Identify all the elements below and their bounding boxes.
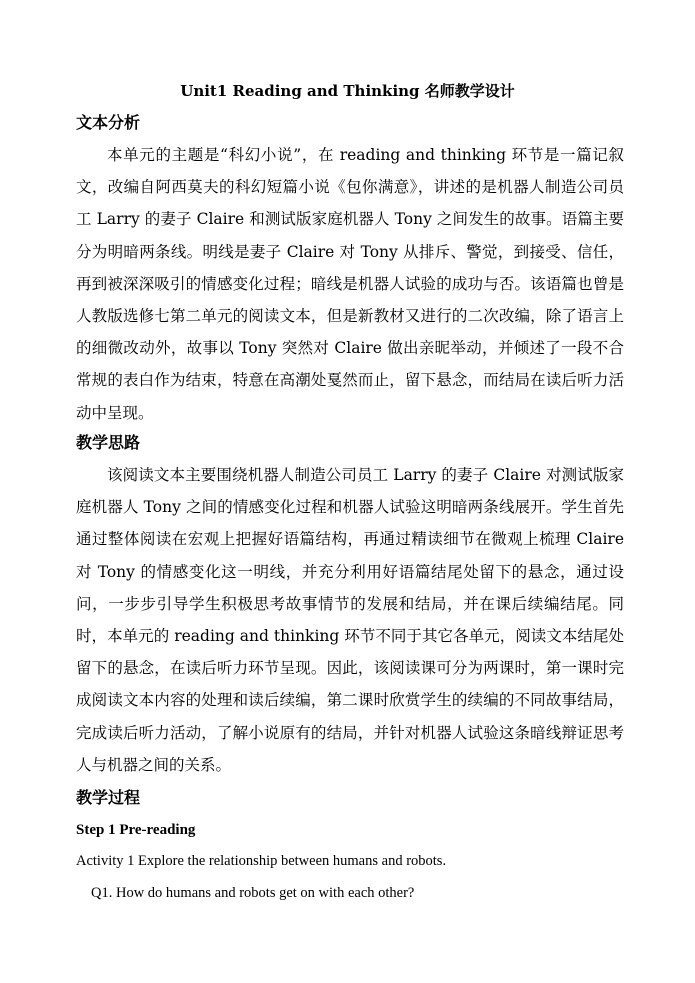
step-heading: Step 1 Pre-reading	[76, 822, 196, 838]
section-heading-teaching-approach: 教学思路	[76, 433, 141, 452]
section-heading-text-analysis: 文本分析	[76, 113, 141, 132]
document-title: Unit1 Reading and Thinking 名师教学设计	[180, 82, 515, 100]
section-heading-teaching-process: 教学过程	[76, 788, 141, 807]
activity-line: Activity 1 Explore the relationship between humans and robots.	[76, 853, 447, 869]
question-line: Q1. How do humans and robots get on with each other?	[91, 885, 415, 901]
paragraph-teaching-approach: 该阅读文本主要围绕机器人制造公司员工 Larry 的妻子 Claire 对测试版家庭机器人 Tony 之间的情感变化过程和机器人试验这明暗两条线展开。学生首先通过整体阅读在宏观上把握好语篇结构，再通过精读细节在微观上梳理 Claire 对 Tony 的情感变化这一明线，并充分利用好语篇结尾处留下的悬念，通过设问，一步步引导学生积极思考故事情节的发展和结局，并在课后续编结尾。同时，本单元的 reading and thinking 环节不同于其它各单元，阅读文本结尾处留下的悬念，在读后听力环节呈现。因此，该阅读课可分为两课时，第一课时完成阅读文本内容的处理和读后续编，第二课时欣赏学生的续编的不同故事结局，完成读后听力活动，了解小说原有的结局，并针对机器人试验这条暗线辩证思考人与机器之间的关系。	[76, 466, 624, 774]
paragraph-text-analysis: 本单元的主题是“科幻小说”，在 reading and thinking 环节是一篇记叙文，改编自阿西莫夫的科幻短篇小说《包你满意》，讲述的是机器人制造公司员工 Larry 的妻子 Claire 和测试版家庭机器人 Tony 之间发生的故事。语篇主要分为明暗两条线。明线是妻子 Claire 对 Tony 从排斥、警觉，到接受、信任，再到被深深吸引的情感变化过程；暗线是机器人试验的成功与否。该语篇也曾是人教版选修七第二单元的阅读文本，但是新教材又进行的二次改编，除了语言上的细微改动外，故事以 Tony 突然对 Claire 做出亲昵举动，并倾述了一段不合常规的表白作为结束，特意在高潮处戛然而止，留下悬念，而结局在读后听力活动中呈现。	[76, 146, 624, 422]
